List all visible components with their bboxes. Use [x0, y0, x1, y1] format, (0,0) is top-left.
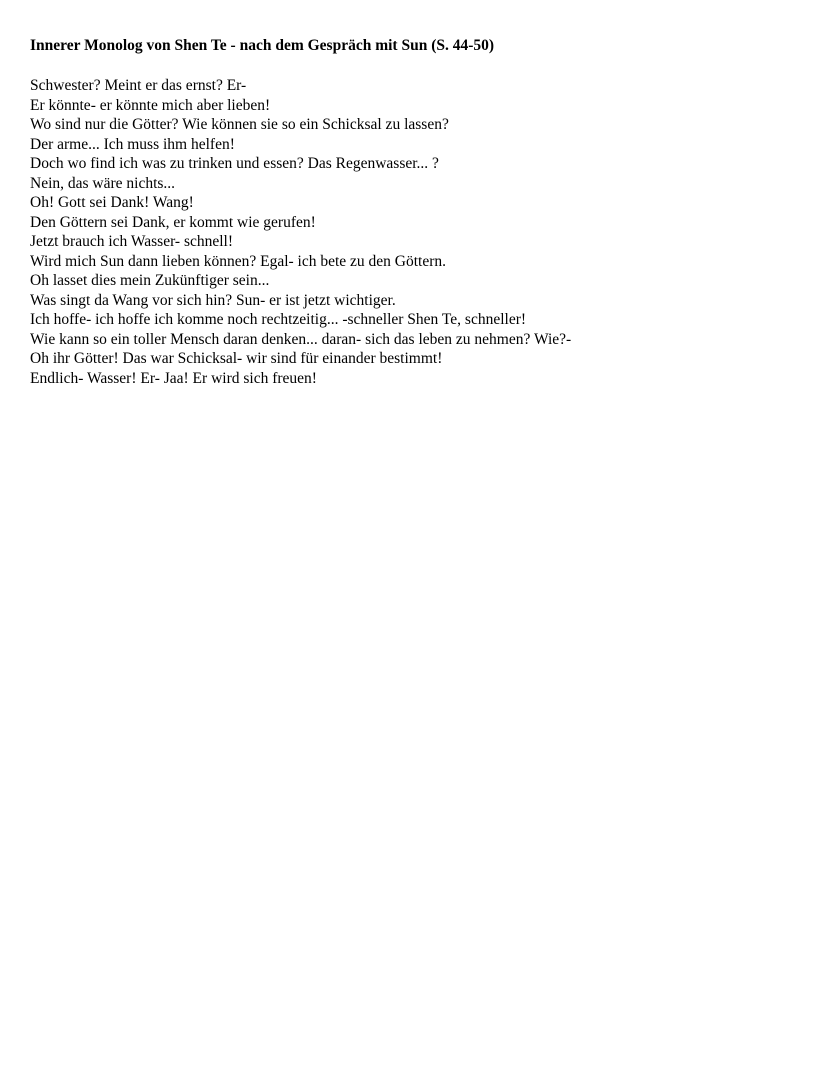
- monologue-text: [30, 76, 810, 388]
- text-line: Jetzt brauch ich Wasser- schnell!: [30, 233, 234, 250]
- text-line: Nein, das wäre nichts...: [30, 174, 176, 192]
- text-line: Wo sind nur die Götter? Wie können sie so ein Schicksal zu lassen?: [30, 116, 449, 133]
- text-line: Wie kann so ein toller Mensch daran denken... daran- sich das leben zu nehmen? Wie?-: [30, 330, 572, 348]
- text-line: Oh ihr Götter! Das war Schicksal- wir sind für einander bestimmt!: [30, 350, 443, 367]
- text-line: Er könnte- er könnte mich aber lieben!: [30, 96, 271, 114]
- document-title: Innerer Monolog von Shen Te - nach dem Gespräch mit Sun (S. 44-50): [30, 37, 495, 54]
- text-line: Der arme... Ich muss ihm helfen!: [30, 135, 235, 153]
- text-line: Ich hoffe- ich hoffe ich komme noch rechtzeitig... -schneller Shen Te, schneller!: [30, 311, 527, 328]
- text-line: Was singt da Wang vor sich hin? Sun- er ist jetzt wichtiger.: [30, 291, 396, 309]
- text-line: Den Göttern sei Dank, er kommt wie gerufen!: [30, 213, 316, 231]
- text-line: Doch wo find ich was zu trinken und essen? Das Regenwasser... ?: [30, 155, 439, 172]
- document-page: [30, 36, 810, 388]
- text-line: Wird mich Sun dann lieben können? Egal- ich bete zu den Göttern.: [30, 252, 447, 270]
- text-line: Oh lasset dies mein Zukünftiger sein...: [30, 272, 270, 289]
- text-line: Endlich- Wasser! Er- Jaa! Er wird sich freuen!: [30, 369, 317, 387]
- text-line: Schwester? Meint er das ernst? Er-: [30, 77, 247, 94]
- text-line: Oh! Gott sei Dank! Wang!: [30, 194, 194, 211]
